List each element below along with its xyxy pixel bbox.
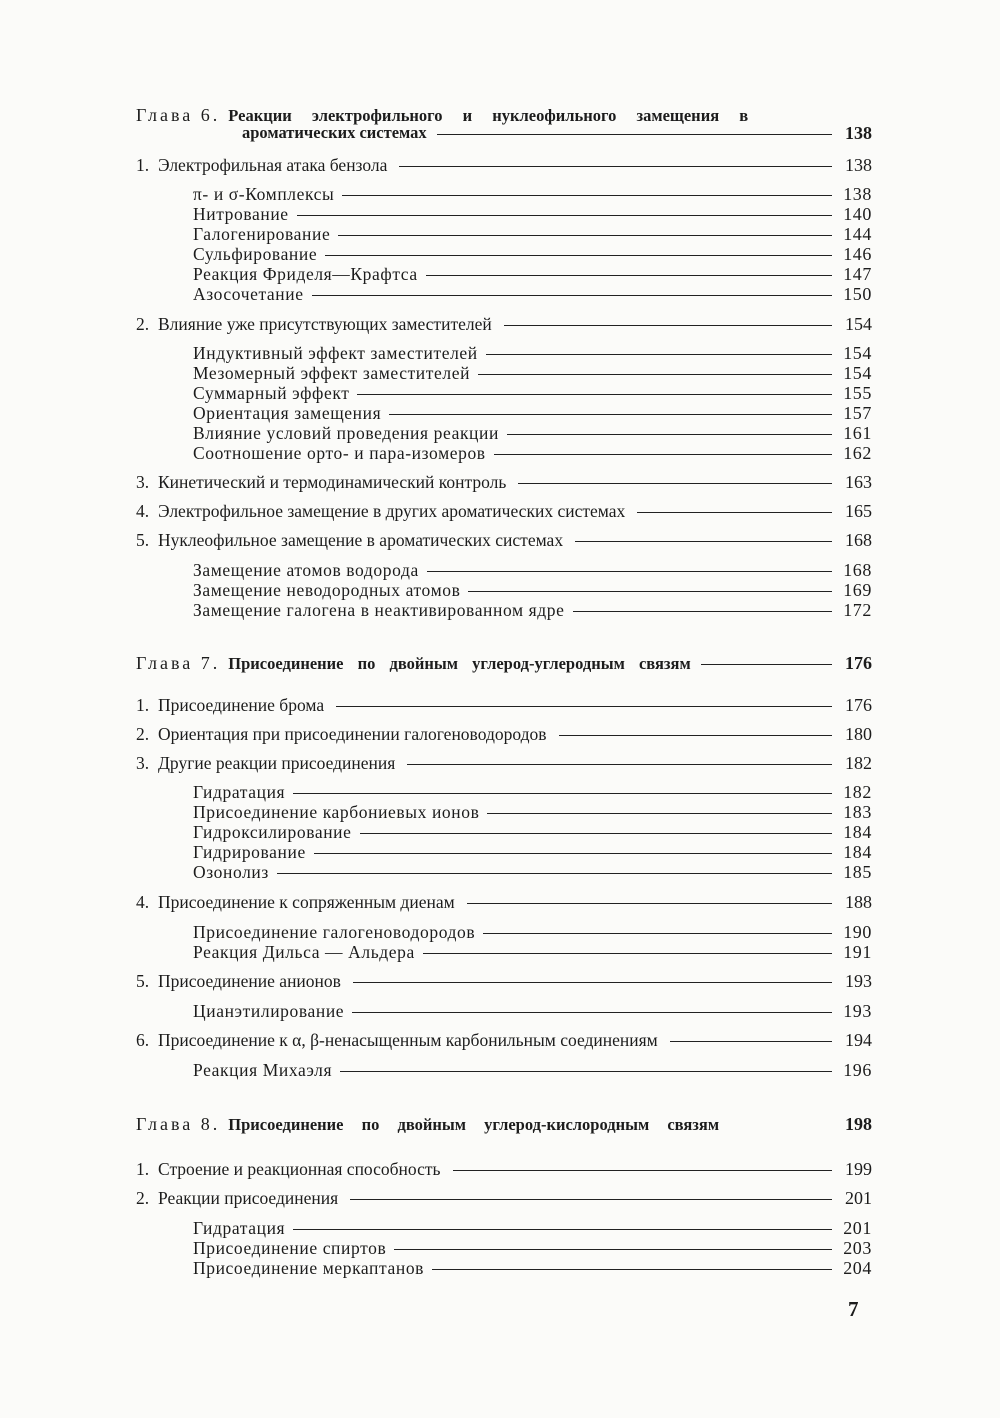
page-ref: 138	[845, 155, 872, 175]
subsection-title: Гидратация	[193, 1218, 286, 1238]
section-number: 6.	[136, 1030, 150, 1050]
subsection-title: Ориентация замещения	[193, 403, 382, 423]
page-ref: 188	[845, 892, 872, 912]
section-entry	[136, 313, 872, 335]
page-ref: 196	[843, 1060, 872, 1080]
subsection-entry	[193, 442, 872, 464]
subsection-entry	[193, 402, 872, 424]
page-ref: 157	[843, 403, 872, 423]
entry-title	[193, 362, 470, 384]
entry-title	[193, 263, 418, 285]
page-ref: 199	[845, 1159, 872, 1179]
leader-line	[423, 953, 832, 954]
entry-title	[193, 1217, 285, 1239]
entry-title	[136, 891, 455, 913]
subsection-title: Влияние условий проведения реакции	[193, 423, 499, 443]
leader-line	[468, 591, 832, 592]
subsection-title: Галогенирование	[193, 224, 331, 244]
entry-title	[136, 723, 547, 745]
page-number: 7	[848, 1297, 859, 1321]
section-title: Влияние уже присутствующих заместителей	[158, 314, 492, 334]
leader-line	[399, 166, 832, 167]
leader-line	[486, 354, 832, 355]
leader-line	[518, 483, 832, 484]
page-ref: 150	[843, 284, 872, 304]
page-ref: 183	[843, 802, 872, 822]
section-entry	[136, 723, 872, 745]
entry-title	[193, 203, 289, 225]
leader-line	[670, 1041, 832, 1042]
subsection-title: Азосочетание	[193, 284, 304, 304]
subsection-title: Замещение атомов водорода	[193, 560, 419, 580]
entry-title	[193, 559, 419, 581]
section-entry	[136, 1029, 872, 1051]
page-ref: 155	[843, 383, 872, 403]
leader-line	[314, 853, 832, 854]
page-ref: 182	[845, 753, 872, 773]
subsection-title: Реакция Фриделя—Крафтса	[193, 264, 418, 284]
page-ref: 172	[843, 600, 872, 620]
subsection-title: Присоединение галогеноводородов	[193, 922, 476, 942]
page-ref: 154	[843, 343, 872, 363]
page-ref: 168	[845, 530, 872, 550]
entry-title	[136, 471, 506, 493]
leader-line	[360, 833, 832, 834]
section-title: Другие реакции присоединения	[158, 753, 396, 773]
page-ref: 169	[843, 580, 872, 600]
page-ref: 161	[843, 423, 872, 443]
entry-title	[136, 154, 387, 176]
subsection-title: π- и σ-Комплексы	[193, 184, 335, 204]
leader-line	[297, 215, 832, 216]
entry-title	[193, 941, 415, 963]
leader-line	[342, 195, 832, 196]
entry-title	[193, 243, 317, 265]
subsection-entry	[193, 1000, 872, 1022]
subsection-entry	[193, 183, 872, 205]
page-ref: 184	[843, 842, 872, 862]
section-title: Кинетический и термодинамический контроль	[158, 472, 507, 492]
page-ref: 198	[845, 1114, 872, 1134]
page-ref: 168	[843, 560, 872, 580]
page-ref: 185	[843, 862, 872, 882]
page-ref: 180	[845, 724, 872, 744]
section-entry	[136, 1187, 872, 1209]
leader-line	[312, 295, 832, 296]
subsection-title: Гидроксилирование	[193, 822, 352, 842]
section-entry	[136, 154, 872, 176]
section-entry	[136, 970, 872, 992]
leader-line	[575, 541, 832, 542]
chapter-label: Глава 7.	[136, 653, 221, 673]
page-ref: 201	[845, 1188, 872, 1208]
subsection-title: Реакция Дильса — Альдера	[193, 942, 415, 962]
section-number: 2.	[136, 724, 150, 744]
subsection-entry	[193, 781, 872, 803]
entry-title	[193, 183, 334, 205]
subsection-title: Гидратация	[193, 782, 286, 802]
section-number: 4.	[136, 892, 150, 912]
chapter-label: Глава 6.	[136, 105, 221, 125]
leader-line	[427, 571, 832, 572]
subsection-title: Индуктивный эффект заместителей	[193, 343, 478, 363]
subsection-title: Гидрирование	[193, 842, 306, 862]
entry-title	[193, 579, 460, 601]
section-entry	[136, 1158, 872, 1180]
subsection-entry	[193, 243, 872, 265]
subsection-entry	[193, 861, 872, 883]
entry-title	[193, 442, 486, 464]
subsection-entry	[193, 1059, 872, 1081]
page-ref: 190	[843, 922, 872, 942]
entry-title	[136, 529, 563, 551]
leader-line	[504, 325, 832, 326]
page-ref: 191	[843, 942, 872, 962]
page-ref: 146	[843, 244, 872, 264]
leader-line	[350, 1199, 832, 1200]
section-entry	[136, 529, 872, 551]
page-ref: 176	[845, 653, 872, 673]
leader-line	[487, 813, 832, 814]
leader-line	[483, 933, 832, 934]
subsection-title: Соотношение орто- и пара-изомеров	[193, 443, 486, 463]
subsection-title: Присоединение спиртов	[193, 1238, 387, 1258]
page-ref: 204	[843, 1258, 872, 1278]
leader-line	[437, 134, 832, 135]
subsection-title: Замещение галогена в неактивированном ядре	[193, 600, 565, 620]
leader-line	[559, 735, 832, 736]
page-ref: 203	[843, 1238, 872, 1258]
subsection-entry	[193, 422, 872, 444]
subsection-entry	[193, 821, 872, 843]
leader-line	[340, 1071, 832, 1072]
section-title: Строение и реакционная способность	[158, 1159, 441, 1179]
entry-title	[193, 283, 304, 305]
entry-title	[193, 342, 478, 364]
entry-title	[193, 382, 349, 404]
section-entry	[136, 694, 872, 716]
page-ref: 144	[843, 224, 872, 244]
entry-title	[193, 223, 330, 245]
subsection-title: Присоединение меркаптанов	[193, 1258, 425, 1278]
chapter-title: Присоединение по двойным углерод-углеродным связям	[228, 654, 691, 673]
entry-title	[193, 781, 285, 803]
subsection-entry	[193, 1217, 872, 1239]
entry-title	[193, 841, 306, 863]
subsection-entry	[193, 841, 872, 863]
entry-title	[193, 1257, 424, 1279]
subsection-entry	[193, 382, 872, 404]
entry-title	[193, 801, 479, 823]
entry-title	[193, 1059, 332, 1081]
chapter-label: Глава 8.	[136, 1114, 221, 1134]
subsection-title: Нитрование	[193, 204, 289, 224]
subsection-entry	[193, 941, 872, 963]
page-ref: 147	[843, 264, 872, 284]
subsection-entry	[193, 223, 872, 245]
entry-title	[193, 921, 475, 943]
chapter-title: Присоединение по двойным углерод-кислородным связям	[228, 1115, 720, 1134]
entry-title	[136, 500, 625, 522]
subsection-entry	[193, 921, 872, 943]
section-title: Электрофильное замещение в других ароматических системах	[158, 501, 626, 521]
section-title: Ориентация при присоединении галогеноводородов	[158, 724, 547, 744]
subsection-title: Замещение неводородных атомов	[193, 580, 461, 600]
subsection-entry	[193, 362, 872, 384]
leader-line	[277, 873, 832, 874]
leader-line	[407, 764, 832, 765]
page-ref: 193	[845, 971, 872, 991]
section-number: 1.	[136, 155, 150, 175]
leader-line	[394, 1249, 832, 1250]
leader-line	[432, 1269, 832, 1270]
entry-title	[242, 122, 427, 144]
subsection-entry	[193, 342, 872, 364]
leader-line	[453, 1170, 833, 1171]
leader-line	[325, 255, 832, 256]
subsection-title: Цианэтилирование	[193, 1001, 345, 1021]
entry-title	[136, 1158, 441, 1180]
entry-title	[136, 313, 492, 335]
section-title: Присоединение к α, β-ненасыщенным карбонильным соединениям	[158, 1030, 658, 1050]
leader-line	[357, 394, 832, 395]
section-number: 2.	[136, 1188, 150, 1208]
subsection-entry	[193, 1237, 872, 1259]
section-title: Электрофильная атака бензола	[158, 155, 388, 175]
page-ref: 165	[845, 501, 872, 521]
entry-title	[193, 599, 565, 621]
leader-line	[426, 275, 832, 276]
section-number: 3.	[136, 753, 150, 773]
section-number: 2.	[136, 314, 150, 334]
section-title: Присоединение брома	[158, 695, 325, 715]
entry-title	[193, 422, 499, 444]
section-title: Присоединение к сопряженным диенам	[158, 892, 455, 912]
subsection-title: Суммарный эффект	[193, 383, 350, 403]
page-ref: 138	[845, 123, 872, 143]
page-ref: 154	[845, 314, 872, 334]
chapter-heading	[136, 1113, 872, 1135]
subsection-entry	[193, 203, 872, 225]
leader-line	[507, 434, 832, 435]
page-ref: 163	[845, 472, 872, 492]
section-number: 1.	[136, 695, 150, 715]
entry-title	[193, 1237, 386, 1259]
chapter-title-line2: ароматических системах	[242, 123, 427, 142]
leader-line	[336, 706, 832, 707]
subsection-entry	[193, 1257, 872, 1279]
leader-line	[478, 374, 832, 375]
page-ref: 138	[843, 184, 872, 204]
section-number: 5.	[136, 971, 150, 991]
section-entry	[136, 500, 872, 522]
entry-title	[193, 402, 381, 424]
entry-title	[193, 1000, 344, 1022]
chapter-title-line1: Реакции электрофильного и нуклеофильного замещения в	[228, 106, 749, 125]
leader-line	[467, 903, 832, 904]
leader-line	[352, 1012, 832, 1013]
subsection-entry	[193, 801, 872, 823]
page-ref: 162	[843, 443, 872, 463]
subsection-entry	[193, 579, 872, 601]
subsection-title: Присоединение карбониевых ионов	[193, 802, 480, 822]
page-ref: 176	[845, 695, 872, 715]
page-ref: 194	[845, 1030, 872, 1050]
entry-title	[136, 970, 341, 992]
chapter-heading	[136, 652, 872, 674]
subsection-title: Мезомерный эффект заместителей	[193, 363, 471, 383]
leader-line	[353, 982, 832, 983]
page-ref: 184	[843, 822, 872, 842]
leader-line	[637, 512, 832, 513]
leader-line	[293, 1229, 832, 1230]
entry-title	[136, 652, 691, 675]
section-entry	[136, 471, 872, 493]
section-title: Присоединение анионов	[158, 971, 341, 991]
entry-title	[193, 861, 269, 883]
leader-line	[494, 454, 832, 455]
page-ref: 193	[843, 1001, 872, 1021]
entry-title	[136, 694, 324, 716]
section-number: 3.	[136, 472, 150, 492]
entry-title	[136, 1113, 719, 1136]
entry-title	[136, 1029, 658, 1051]
section-entry	[136, 891, 872, 913]
subsection-title: Реакция Михаэля	[193, 1060, 333, 1080]
leader-line	[293, 793, 832, 794]
section-title: Нуклеофильное замещение в ароматических системах	[158, 530, 564, 550]
leader-line	[573, 611, 832, 612]
section-number: 5.	[136, 530, 150, 550]
entry-title	[136, 752, 395, 774]
leader-line	[701, 664, 832, 665]
page-ref: 182	[843, 782, 872, 802]
page-ref: 154	[843, 363, 872, 383]
entry-title	[136, 1187, 338, 1209]
page-ref: 140	[843, 204, 872, 224]
subsection-title: Сульфирование	[193, 244, 318, 264]
leader-line	[338, 235, 832, 236]
subsection-entry	[193, 599, 872, 621]
subsection-entry	[193, 263, 872, 285]
chapter-heading-line2	[242, 122, 872, 144]
subsection-entry	[193, 283, 872, 305]
subsection-entry	[193, 559, 872, 581]
subsection-title: Озонолиз	[193, 862, 269, 882]
section-number: 4.	[136, 501, 150, 521]
section-title: Реакции присоединения	[158, 1188, 339, 1208]
leader-line	[389, 414, 832, 415]
section-number: 1.	[136, 1159, 150, 1179]
page-ref: 201	[843, 1218, 872, 1238]
entry-title	[193, 821, 352, 843]
section-entry	[136, 752, 872, 774]
